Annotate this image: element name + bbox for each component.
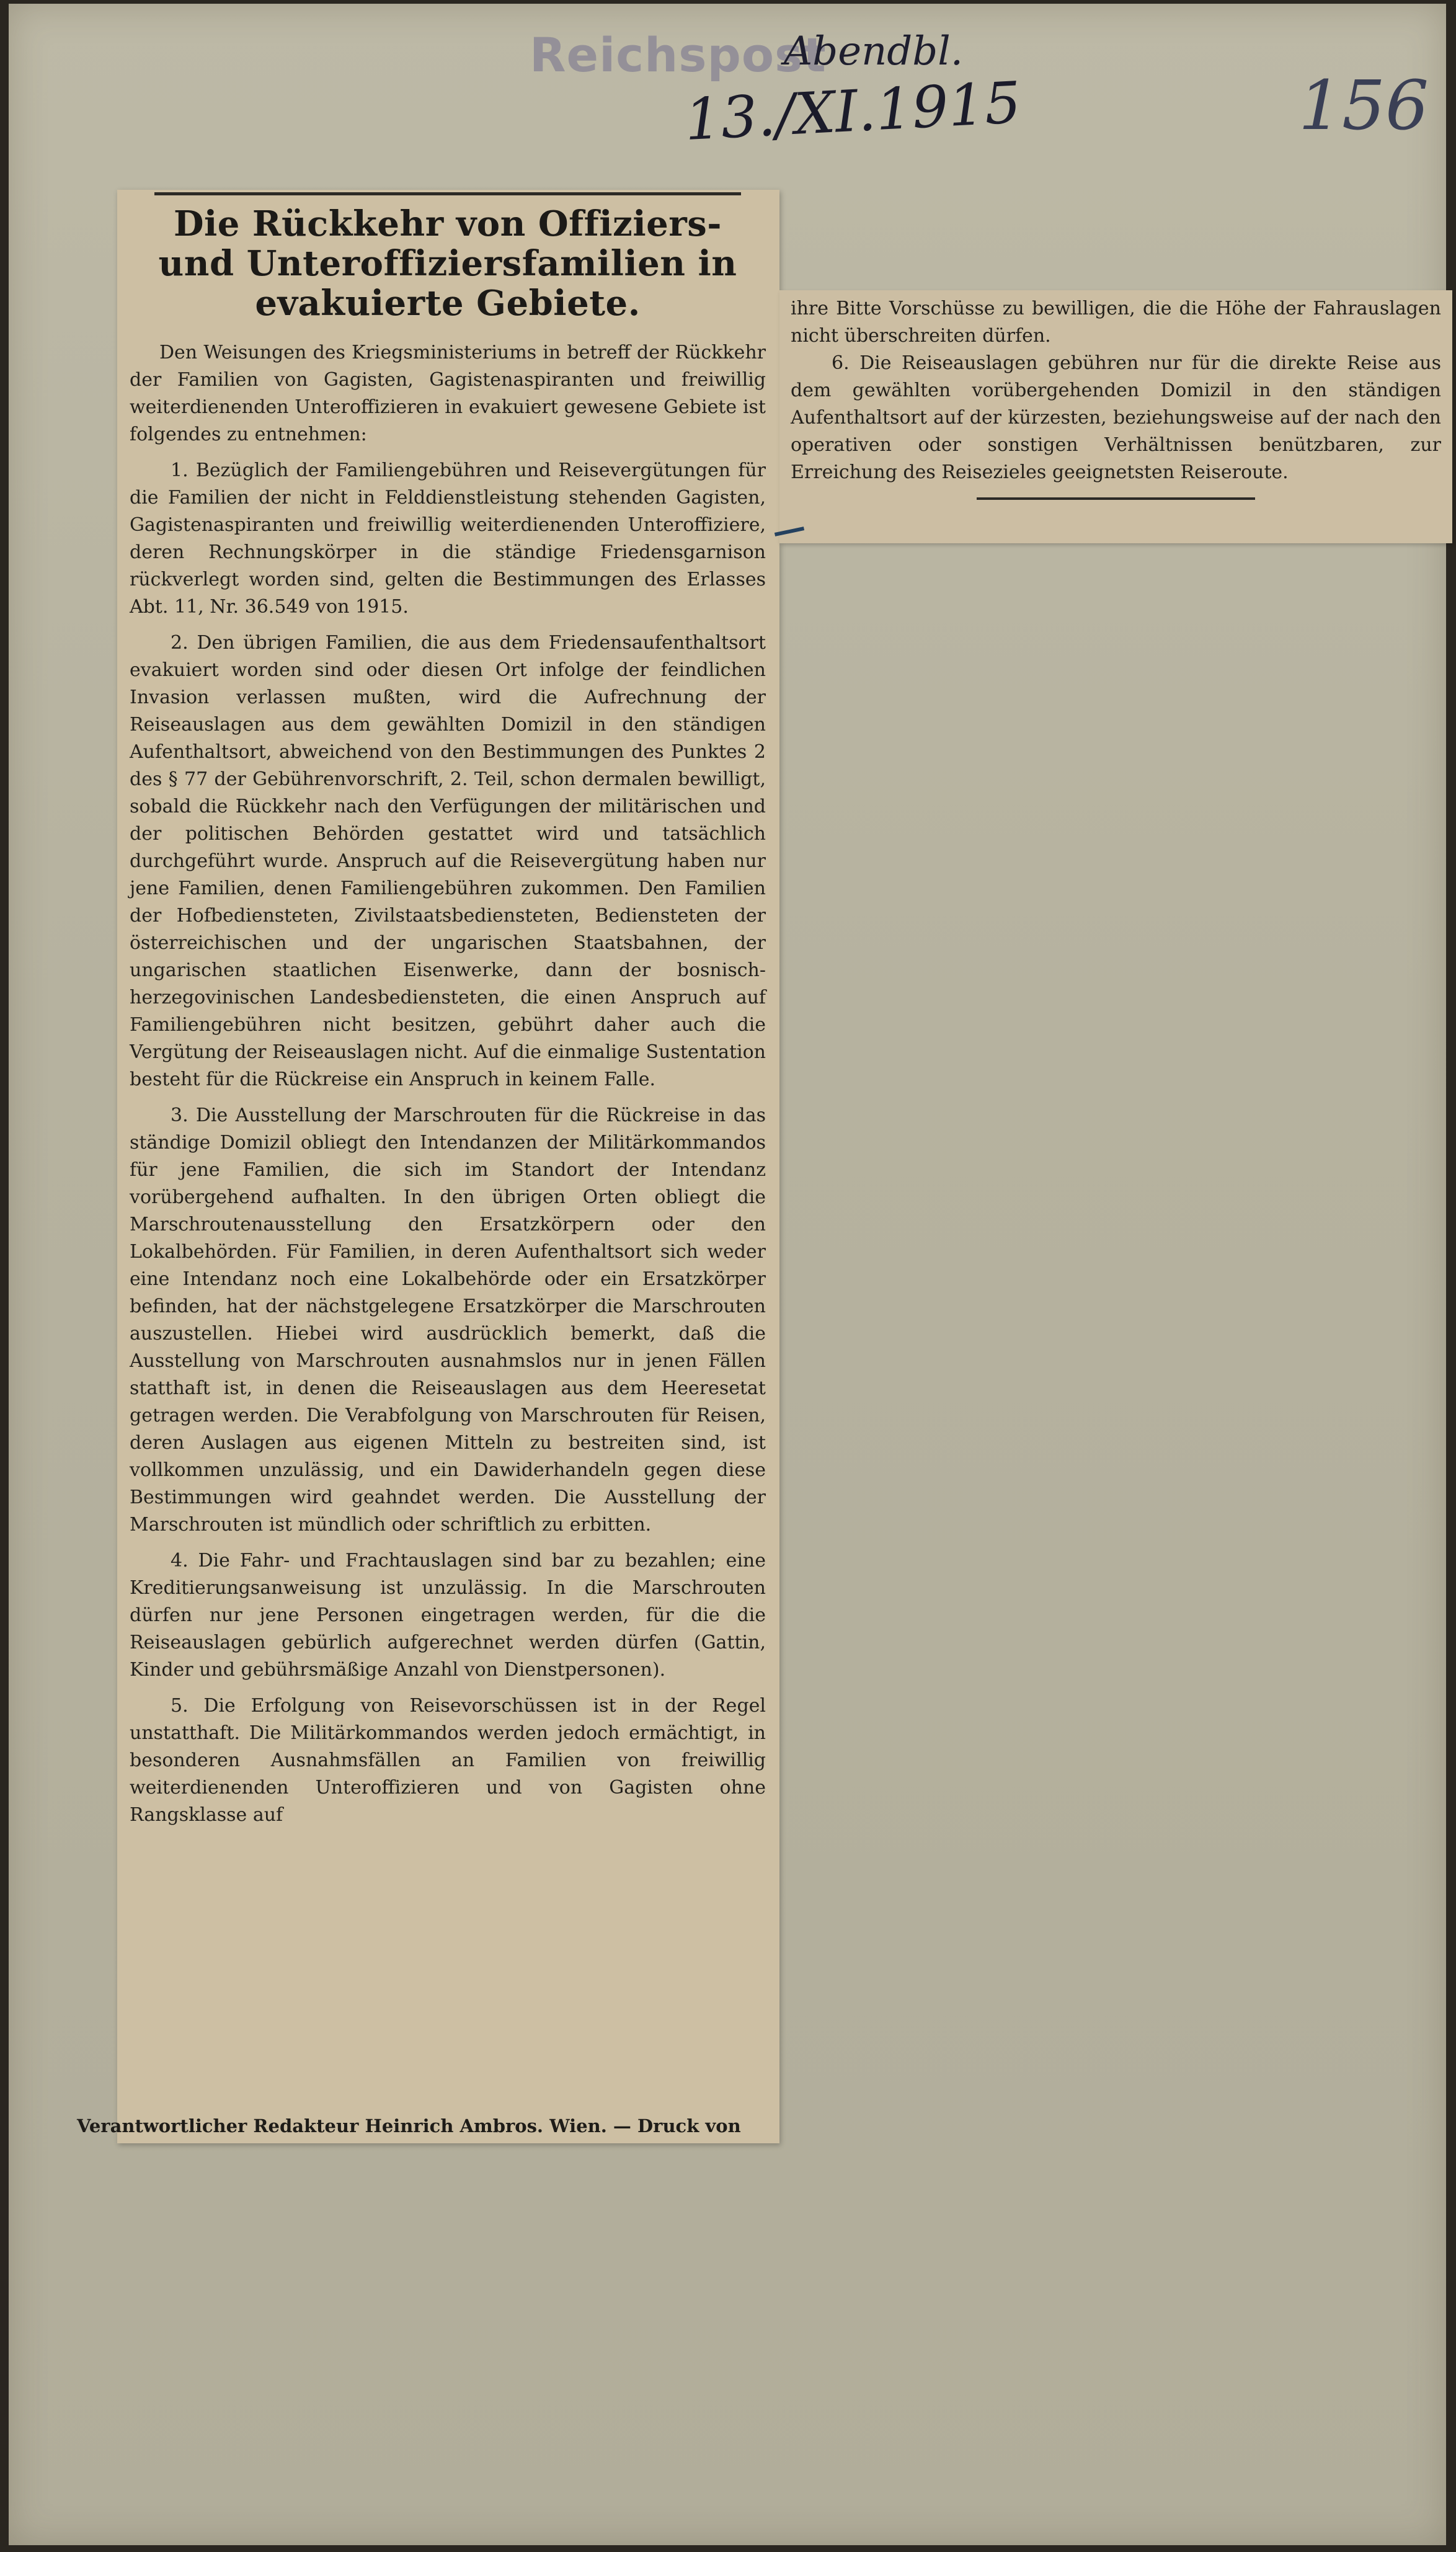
article-paragraph-2: 2. Den übrigen Familien, die aus dem Friedensaufenthaltsort evakuiert worden sind oder diesen Ort infolge der feindlichen Invasion verlassen mußten, wird die Aufrechnung der Reiseauslagen aus dem gewählten Domizil in den ständigen Aufenthaltsort, abweichend von den Bestimmungen des Punktes 2 des § 77 der Gebührenvorschrift, 2. Teil, schon dermalen bewilligt, sobald die Rückkehr nach den Verfügungen der militärischen und der politischen Behörden gestattet wird und tatsächlich durchgeführt wurde. Anspruch auf die Reisevergütung haben nur jene Familien, denen Familiengebühren zukommen. Den Familien der Hofbediensteten, Zivilstaatsbediensteten, Bediensteten der österreichischen und der ungarischen Staatsbahnen, der ungarischen staatlichen Eisenwerke, dann der bosnisch-herzegovinischen Landesbediensteten, die einen Anspruch auf Familiengebühren nicht besitzen, gebührt daher auch die Vergütung der Reiseauslagen nicht. Auf die einmalige Sustentation besteht für die Rückreise ein Anspruch in keinem Falle. xyxy=(130,632,766,1090)
continuation-paragraph-1: ihre Bitte Vorschüsse zu bewilligen, die die Höhe der Fahrauslagen nicht überschreiten dürfen. xyxy=(791,298,1441,347)
continuation-paragraph-2: 6. Die Reiseauslagen gebühren nur für die direkte Reise aus dem gewählten vorübergehenden Domizil in den ständigen Aufenthaltsort auf der kürzesten, beziehungsweise auf der nach den operativen oder sonstigen Verhältnissen benützbaren, zur Erreichung des Reisezieles geeignetsten Reiseroute. xyxy=(791,352,1441,483)
clipping-main-column xyxy=(117,190,779,2143)
top-rule xyxy=(154,192,741,195)
article-lead: Den Weisungen des Kriegsministeriums in betreff der Rückkehr der Familien von Gagisten, Gagistenaspiranten und freiwillig weiterdienenden Unteroffizieren in evakuiert gewesene Gebiete ist folgendes zu entnehmen: xyxy=(130,342,766,445)
article-paragraph-5: 5. Die Erfolgung von Reisevorschüssen ist in der Regel unstatthaft. Die Militärkommandos werden jedoch ermächtigt, in besonderen Ausnahmsfällen an Familien von freiwillig weiterdienenden Unteroffizieren und von Gagisten ohne Rangsklasse auf xyxy=(130,1695,766,1826)
imprint-line: Verantwortlicher Redakteur Heinrich Ambros. Wien. — Druck von xyxy=(77,2115,741,2136)
archive-sheet xyxy=(9,4,1446,2545)
article-body xyxy=(130,190,766,1838)
article-paragraph-3: 3. Die Ausstellung der Marschrouten für die Rückreise in das ständige Domizil obliegt den Intendanzen der Militärkommandos für jene Familien, die sich im Standort der Intendanz vorübergehend aufhalten. In den übrigen Orten obliegt die Marschroutenausstellung den Ersatzkörpern oder den Lokalbehörden. Für Familien, in deren Aufenthaltsort sich weder eine Intendanz noch eine Lokalbehörde oder ein Ersatzkörper befinden, hat der nächstgelegene Ersatzkörper die Marschrouten auszustellen. Hiebei wird ausdrücklich bemerkt, daß die Ausstellung von Marschrouten ausnahmslos nur in jenen Fällen statthaft ist, in denen die Reiseauslagen aus dem Heeresetat getragen werden. Die Verabfolgung von Marschrouten für Reisen, deren Auslagen aus eigenen Mitteln zu bestreiten sind, ist vollkommen unzulässig, und ein Dawiderhandeln gegen diese Bestimmungen wird geahndet werden. Die Ausstellung der Marschrouten ist mündlich oder schriftlich zu erbitten. xyxy=(130,1105,766,1536)
continuation-body xyxy=(791,295,1441,500)
article-paragraph-4: 4. Die Fahr- und Frachtauslagen sind bar zu bezahlen; eine Kreditierungsanweisung ist unzulässig. In die Marschrouten dürfen nur jene Personen eingetragen werden, für die die Reiseauslagen gebürlich aufgerechnet werden dürfen (Gattin, Kinder und gebührsmäßige Anzahl von Dienstpersonen). xyxy=(130,1550,766,1681)
bottom-rule xyxy=(977,497,1255,500)
handwritten-edition: Abendbl. xyxy=(784,29,964,74)
clipping-continuation xyxy=(779,290,1452,543)
folio-number: 156 xyxy=(1298,66,1429,145)
article-paragraph-1: 1. Bezüglich der Familiengebühren und Reisevergütungen für die Familien der nicht in Felddienstleistung stehenden Gagisten, Gagistenaspiranten und freiwillig weiterdienenden Unteroffiziere, deren Rechnungskörper in die ständige Friedensgarnison rückverlegt worden sind, gelten die Bestimmungen des Erlasses Abt. 11, Nr. 36.549 von 1915. xyxy=(130,460,766,618)
handwritten-date: 13./XI.1915 xyxy=(683,69,1023,154)
newspaper-stamp: Reichspost xyxy=(530,27,827,82)
article-title: Die Rückkehr von Offiziers- und Unteroffiziersfamilien in evakuierte Gebiete. xyxy=(158,203,737,324)
